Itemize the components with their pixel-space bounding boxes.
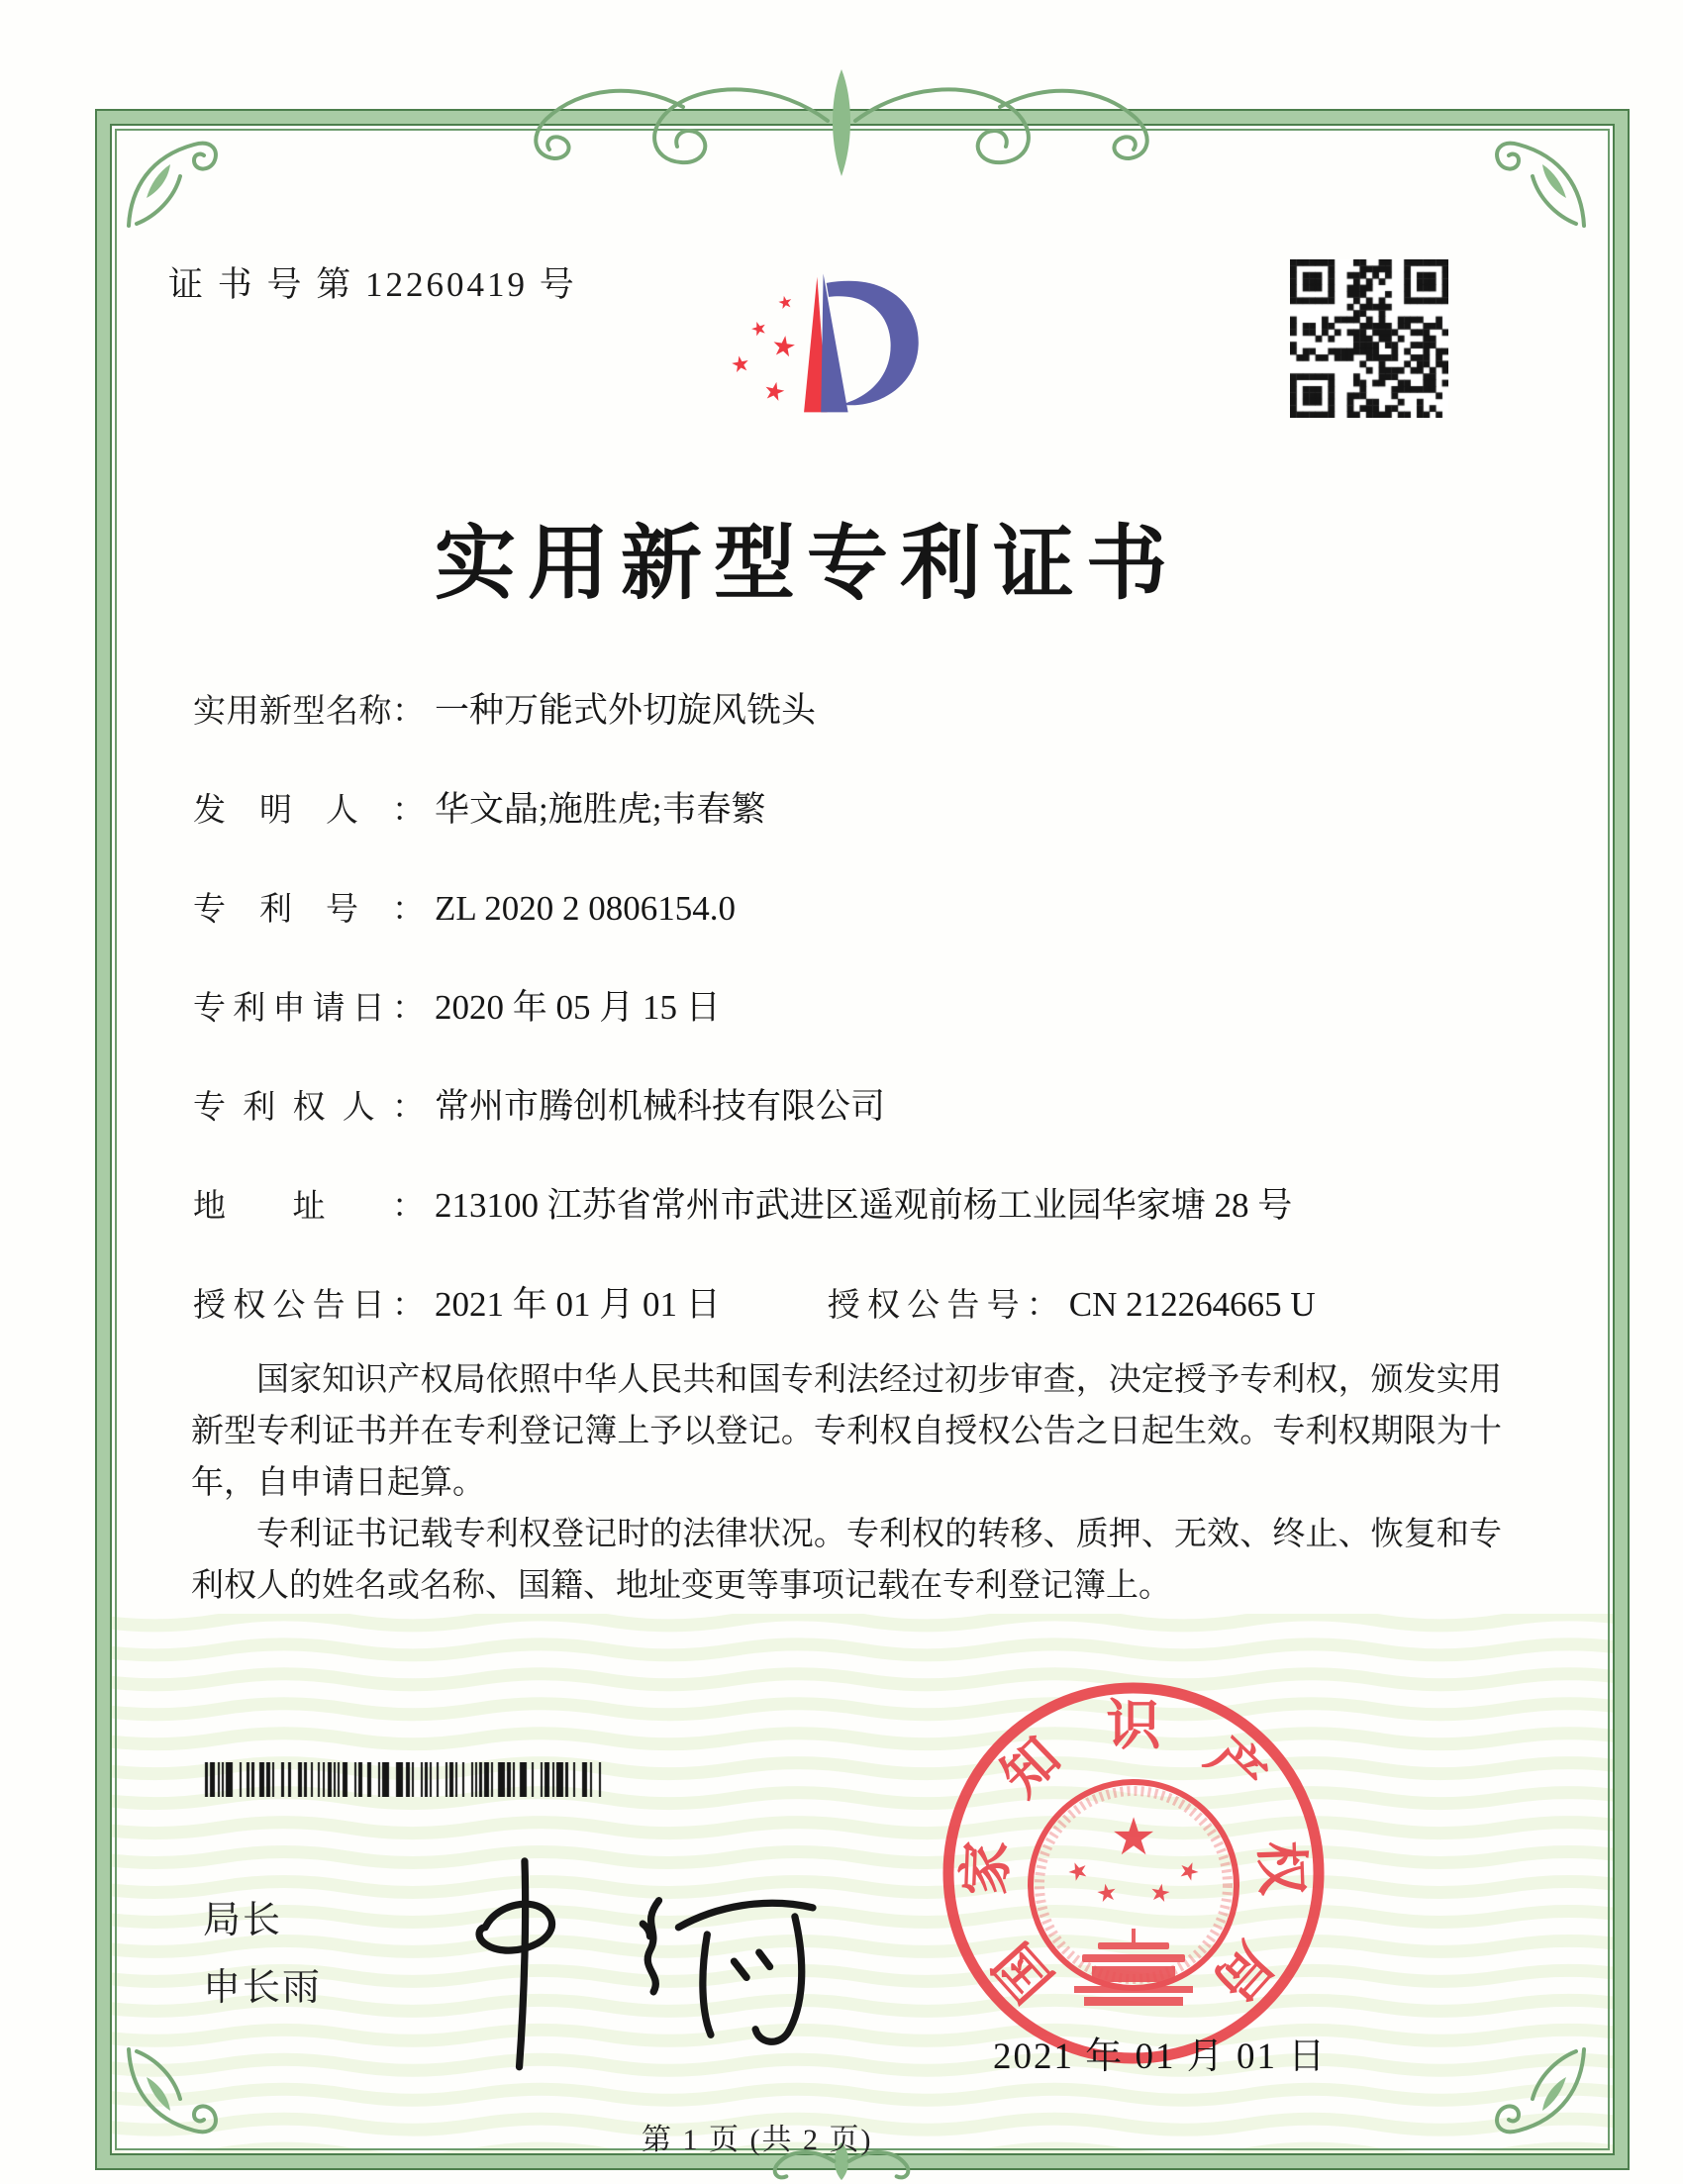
- star-icon: ★: [1146, 1877, 1174, 1909]
- grant-number-value: CN 212264665 U: [1068, 1285, 1316, 1324]
- body-paragraph-1: 国家知识产权局依照中华人民共和国专利法经过初步审查，决定授予专利权，颁发实用新型专利证书并在专利登记簿上予以登记。专利权自授权公告之日起生效。专利权期限为十年，自申请日起算。: [191, 1362, 1502, 1501]
- field-row-grant: [193, 1287, 1510, 1324]
- field-row-patentee: [193, 1089, 1510, 1126]
- commissioner-signature: [436, 1841, 827, 2074]
- star-icon: ★: [747, 317, 770, 343]
- barcode: [203, 1762, 614, 1797]
- star-icon: ★: [729, 350, 752, 379]
- corner-ornament-bottom-left: [117, 2037, 226, 2146]
- top-ornament-flourish: [446, 57, 1238, 190]
- star-icon: ★: [1173, 1853, 1205, 1889]
- field-row-patent-name: [193, 693, 1510, 730]
- grant-number-pair: [828, 1287, 1316, 1324]
- seal-ring-char: 国: [983, 1931, 1065, 2013]
- inventors-value: 华文晶;施胜虎;韦春繁: [435, 790, 766, 829]
- seal-ring-char: 权: [1249, 1839, 1313, 1897]
- patent-number-label: 专利号：: [193, 892, 425, 928]
- star-icon: ★: [1110, 1808, 1157, 1867]
- star-icon: ★: [768, 328, 799, 364]
- filing-date-label: 专利申请日：: [193, 991, 425, 1027]
- star-icon: ★: [775, 291, 795, 315]
- page-footer: 第 1 页 (共 2 页): [642, 2124, 873, 2156]
- qr-code: [1290, 259, 1448, 418]
- seal-ring-char: 产: [1195, 1726, 1277, 1808]
- star-icon: ★: [1093, 1877, 1121, 1909]
- patent-name-label: 实用新型名称：: [193, 694, 425, 730]
- corner-ornament-bottom-right: [1487, 2037, 1596, 2146]
- field-row-filing-date: [193, 990, 1510, 1027]
- grant-date-label: 授权公告日：: [193, 1288, 425, 1324]
- field-row-patent-number: [193, 891, 1510, 928]
- patentee-label: 专利权人：: [193, 1090, 425, 1126]
- patentee-value: 常州市腾创机械科技有限公司: [435, 1087, 886, 1126]
- seal-ring-char: 知: [990, 1726, 1072, 1808]
- body-paragraph-2: 专利证书记载专利权登记时的法律状况。专利权的转移、质押、无效、终止、恢复和专利权人的姓名或名称、国籍、地址变更等事项记载在专利登记簿上。: [191, 1517, 1502, 1604]
- corner-ornament-top-left: [117, 129, 226, 238]
- certificate-number: 证 书 号 第 12260419 号: [168, 265, 577, 304]
- address-label: 地址：: [193, 1189, 425, 1225]
- field-row-inventors: [193, 792, 1510, 829]
- certificate-title: 实用新型专利证书: [434, 519, 1179, 609]
- cnipa-logo: [691, 246, 939, 440]
- seal-ring-char: 局: [1202, 1931, 1284, 2013]
- field-list: [193, 693, 1510, 1386]
- seal-ring-char: 家: [954, 1839, 1018, 1897]
- patent-number-value: ZL 2020 2 0806154.0: [435, 889, 736, 928]
- commissioner-title: 局长: [203, 1900, 283, 1941]
- field-row-address: [193, 1188, 1510, 1225]
- filing-date-value: 2020 年 05 月 15 日: [435, 988, 721, 1027]
- star-icon: ★: [1062, 1853, 1094, 1889]
- tiananmen-gate: [1074, 1929, 1193, 2006]
- address-value: 213100 江苏省常州市武进区遥观前杨工业园华家塘 28 号: [435, 1186, 1293, 1225]
- official-seal: [936, 1675, 1332, 2071]
- grant-number-label: 授权公告号：: [827, 1288, 1059, 1324]
- seal-date: 2021 年 01 月 01 日: [993, 2036, 1328, 2077]
- star-icon: ★: [760, 374, 789, 408]
- grant-date-value: 2021 年 01 月 01 日: [435, 1285, 721, 1324]
- commissioner-name: 申长雨: [203, 1967, 323, 2009]
- corner-ornament-top-right: [1487, 129, 1596, 238]
- seal-ring-char: 识: [1106, 1695, 1161, 1756]
- patent-name-value: 一种万能式外切旋风铣头: [435, 691, 817, 730]
- inventors-label: 发明人：: [193, 793, 425, 829]
- legal-text: [191, 1354, 1502, 1612]
